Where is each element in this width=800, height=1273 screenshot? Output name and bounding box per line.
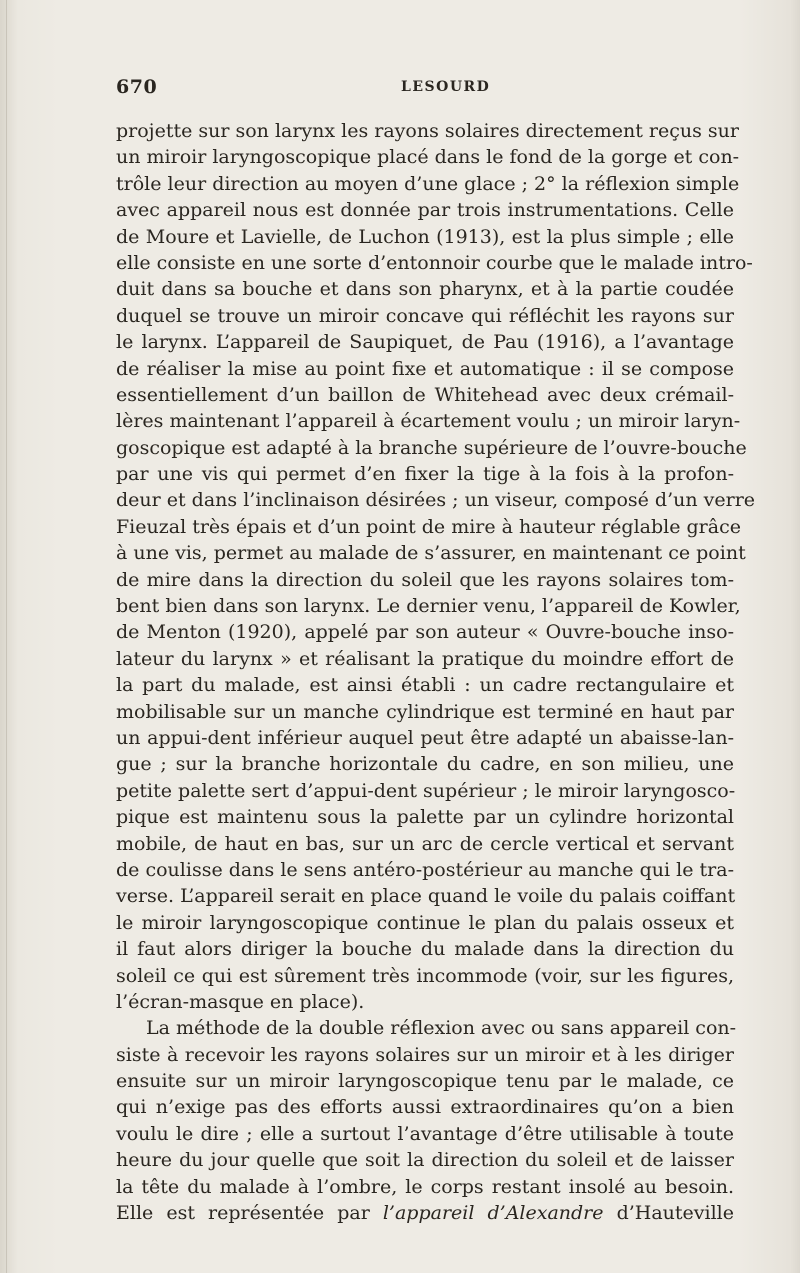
text-line: par une vis qui permet d’en fixer la tige à la fois à la profon-: [116, 463, 734, 486]
page-header: [116, 72, 736, 102]
text-line: il faut alors diriger la bouche du malade dans la direction du: [116, 938, 734, 961]
text-line: soleil ce qui est sûrement très incommode (voir, sur les figures,: [116, 964, 734, 987]
text-line: de mire dans la direction du soleil que les rayons solaires tom-: [116, 568, 734, 591]
text-line: deur et dans l’inclinaison désirées ; un viseur, composé d’un verre: [116, 489, 756, 512]
text-line-paragraph-end: l’écran-masque en place).: [116, 990, 365, 1013]
text-line: duit dans sa bouche et dans son pharynx, et à la partie coudée: [116, 278, 734, 301]
text-line: siste à recevoir les rayons solaires sur un miroir et à les diriger: [116, 1043, 734, 1066]
text-line: un miroir laryngoscopique placé dans le fond de la gorge et con-: [116, 146, 740, 169]
text-line: qui n’exige pas des efforts aussi extraordinaires qu’on a bien: [116, 1096, 734, 1119]
text-line: le miroir laryngoscopique continue le plan du palais osseux et: [116, 911, 734, 934]
text-line: mobilisable sur un manche cylindrique est terminé en haut par: [116, 700, 734, 723]
text-line: elle consiste en une sorte d’entonnoir courbe que le malade intro-: [116, 251, 753, 274]
text-line: de Moure et Lavielle, de Luchon (1913), est la plus simple ; elle: [116, 225, 734, 248]
text-line: goscopique est adapté à la branche supérieure de l’ouvre-bouche: [116, 436, 747, 459]
text-line: lateur du larynx » et réalisant la pratique du moindre effort de: [116, 647, 734, 670]
text-line: gue ; sur la branche horizontale du cadre, en son milieu, une: [116, 753, 734, 776]
text-line: de coulisse dans le sens antéro-postérieur au manche qui le tra-: [116, 858, 734, 881]
final-line-end: d’Hauteville: [603, 1202, 734, 1225]
text-line-paragraph-start: La méthode de la double réflexion avec ou sans appareil con-: [146, 1017, 737, 1040]
running-head: LESOURD: [401, 79, 491, 95]
text-line: bent bien dans son larynx. Le dernier venu, l’appareil de Kowler,: [116, 595, 741, 618]
text-line: mobile, de haut en bas, sur un arc de cercle vertical et servant: [116, 832, 734, 855]
text-line: trôle leur direction au moyen d’une glace ; 2° la réflexion simple: [116, 172, 740, 195]
text-line: pique est maintenu sous la palette par un cylindre horizontal: [116, 806, 734, 829]
text-line: ensuite sur un miroir laryngoscopique tenu par le malade, ce: [116, 1070, 734, 1093]
text-line: petite palette sert d’appui-dent supérieur ; le miroir laryngosco-: [116, 779, 736, 802]
page-edge-shadow: [6, 0, 7, 1273]
text-line: un appui-dent inférieur auquel peut être adapté un abaisse-lan-: [116, 726, 734, 749]
text-line: projette sur son larynx les rayons solaires directement reçus sur: [116, 120, 739, 142]
text-line: Fieuzal très épais et d’un point de mire à hauteur réglable grâce: [116, 515, 741, 538]
text-line: avec appareil nous est donnée par trois instrumentations. Celle: [116, 199, 734, 222]
text-line: duquel se trouve un miroir concave qui réfléchit les rayons sur: [116, 304, 734, 327]
text-line: le larynx. L’appareil de Saupiquet, de Pau (1916), a l’avantage: [116, 331, 734, 354]
text-line: voulu le dire ; elle a surtout l’avantage d’être utilisable à toute: [116, 1122, 734, 1145]
text-line: de réaliser la mise au point fixe et automatique : il se compose: [116, 357, 734, 380]
text-line-final: [116, 1200, 734, 1226]
text-line: verse. L’appareil serait en place quand le voile du palais coiffant: [116, 885, 736, 908]
text-line: heure du jour quelle que soit la direction du soleil et de laisser: [116, 1149, 734, 1172]
body-text: [116, 118, 756, 1226]
text-line: de Menton (1920), appelé par son auteur « Ouvre-bouche inso-: [116, 621, 734, 644]
text-line: à une vis, permet au malade de s’assurer, en maintenant ce point: [116, 542, 746, 565]
text-line: la tête du malade à l’ombre, le corps restant insolé au besoin.: [116, 1175, 734, 1198]
final-line-start: Elle est représentée par: [116, 1202, 383, 1225]
text-line: lères maintenant l’appareil à écartement voulu ; un miroir laryn-: [116, 410, 741, 433]
text-line: la part du malade, est ainsi établi : un cadre rectangulaire et: [116, 674, 734, 697]
final-line-italic: l’appareil d’Alexandre: [382, 1202, 604, 1225]
text-line: essentiellement d’un baillon de Whitehead avec deux crémail-: [116, 383, 734, 406]
page-number: 670: [116, 76, 158, 98]
